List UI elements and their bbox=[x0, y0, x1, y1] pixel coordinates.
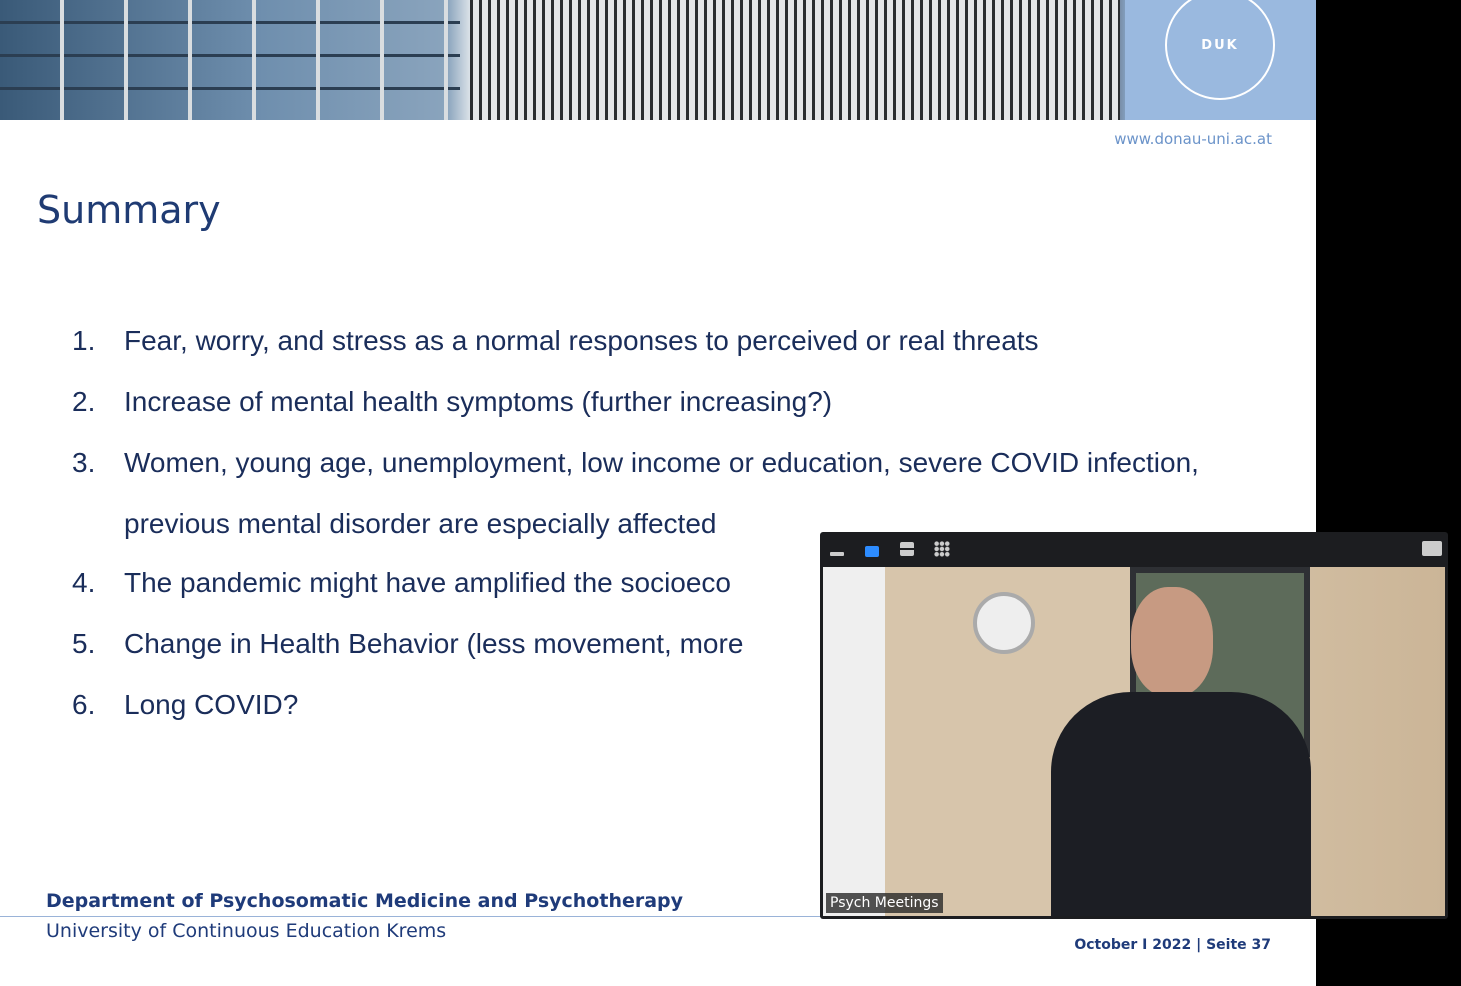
website-url: www.donau-uni.ac.at bbox=[1114, 130, 1272, 148]
participant-name-label: Psych Meetings bbox=[826, 893, 943, 913]
slide-title: Summary bbox=[37, 188, 221, 232]
university-logo: DUK bbox=[1125, 0, 1316, 120]
list-item: 3. Women, young age, unemployment, low income or education, severe COVID infection, bbox=[72, 447, 1199, 478]
list-item-continuation: previous mental disorder are especially affected bbox=[124, 508, 717, 539]
split-view-icon[interactable] bbox=[900, 542, 914, 556]
exit-fullscreen-icon[interactable] bbox=[1422, 541, 1442, 556]
list-item: 4. The pandemic might have amplified the socioeco bbox=[72, 567, 732, 598]
single-view-icon[interactable] bbox=[865, 546, 879, 557]
facade-image bbox=[470, 0, 1120, 120]
minimize-icon[interactable] bbox=[830, 552, 844, 556]
wall-clock bbox=[973, 592, 1035, 654]
building-image bbox=[0, 0, 460, 120]
department-name: Department of Psychosomatic Medicine and Psychotherapy bbox=[46, 890, 684, 912]
video-feed bbox=[823, 567, 1445, 916]
video-toolbar bbox=[820, 532, 1448, 566]
university-name: University of Continuous Education Krems bbox=[46, 920, 447, 942]
list-item: 6. Long COVID? bbox=[72, 689, 299, 720]
list-item: 5. Change in Health Behavior (less movement, more bbox=[72, 628, 744, 659]
list-item: 1. Fear, worry, and stress as a normal responses to perceived or real threats bbox=[72, 325, 1039, 356]
speaker bbox=[1051, 587, 1311, 916]
grid-view-icon[interactable] bbox=[934, 541, 950, 557]
video-panel[interactable] bbox=[820, 532, 1448, 919]
header-banner bbox=[0, 0, 1316, 120]
list-item: 2. Increase of mental health symptoms (further increasing?) bbox=[72, 386, 833, 417]
slide-footer-date: October I 2022 | Seite 37 bbox=[1074, 937, 1271, 953]
